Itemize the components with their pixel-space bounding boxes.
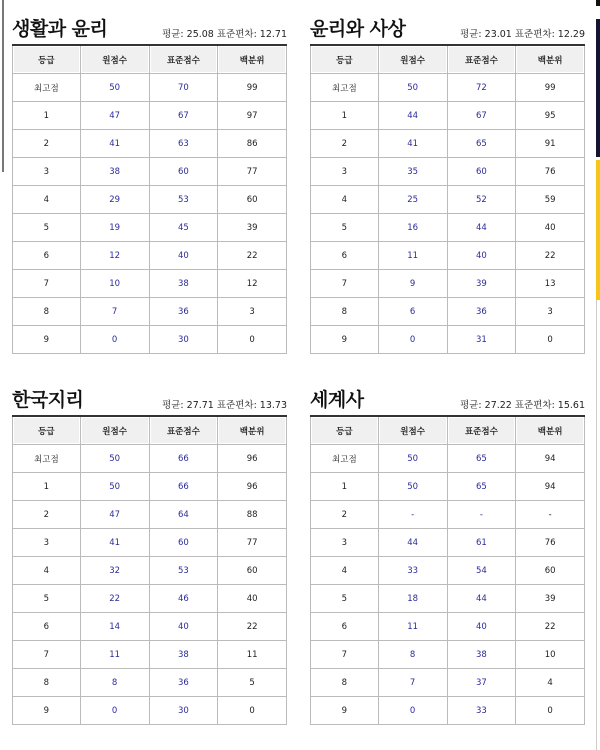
percentile-cell: 0 (218, 697, 287, 725)
raw-score-cell: 14 (81, 613, 150, 641)
table-row (310, 473, 585, 501)
column-header: 백분위 (516, 417, 585, 445)
table-row (12, 557, 287, 585)
percentile-cell: 11 (218, 641, 287, 669)
raw-score-cell: 50 (81, 473, 150, 501)
raw-score-cell: 41 (81, 529, 150, 557)
column-header: 등급 (12, 417, 81, 445)
table-row (310, 641, 585, 669)
raw-score-cell: 0 (81, 326, 150, 354)
grade-cell: 7 (310, 641, 379, 669)
standard-score-cell: 60 (150, 158, 219, 186)
subject-header (310, 383, 585, 415)
right-edge-accent-bar (596, 160, 600, 300)
grade-cell: 8 (12, 298, 81, 326)
grade-cell: 8 (310, 298, 379, 326)
table-row (310, 242, 585, 270)
table-row (310, 158, 585, 186)
subject-stats: 평균: 23.01 표준편차: 12.29 (460, 29, 585, 40)
grade-cell: 6 (12, 242, 81, 270)
table-row (12, 585, 287, 613)
percentile-cell: 22 (516, 242, 585, 270)
table-row (12, 186, 287, 214)
raw-score-cell: 7 (379, 669, 448, 697)
table-row (12, 102, 287, 130)
percentile-cell: 91 (516, 130, 585, 158)
percentile-cell: 76 (516, 158, 585, 186)
grade-cell: 4 (310, 186, 379, 214)
standard-score-cell: 44 (448, 214, 517, 242)
grade-cell: 최고점 (12, 445, 81, 473)
subject-header (12, 12, 287, 44)
column-header: 등급 (310, 46, 379, 74)
table-row (12, 130, 287, 158)
column-header: 원점수 (379, 417, 448, 445)
grade-cell: 1 (310, 473, 379, 501)
grade-cell: 4 (12, 186, 81, 214)
raw-score-cell: 44 (379, 529, 448, 557)
standard-score-cell: 64 (150, 501, 219, 529)
percentile-cell: 39 (516, 585, 585, 613)
column-header: 백분위 (218, 417, 287, 445)
raw-score-cell: 10 (81, 270, 150, 298)
percentile-cell: 40 (218, 585, 287, 613)
percentile-cell: 0 (516, 697, 585, 725)
grade-cell: 최고점 (310, 445, 379, 473)
table-row (310, 298, 585, 326)
right-edge-line (596, 300, 597, 750)
raw-score-cell: 19 (81, 214, 150, 242)
percentile-cell: 99 (516, 74, 585, 102)
standard-score-cell: 40 (448, 613, 517, 641)
table-row (310, 697, 585, 725)
grade-cell: 7 (12, 270, 81, 298)
grade-cell: 1 (310, 102, 379, 130)
table-row (12, 242, 287, 270)
raw-score-cell: 16 (379, 214, 448, 242)
table-row (12, 473, 287, 501)
percentile-cell: 77 (218, 529, 287, 557)
percentile-cell: 0 (218, 326, 287, 354)
standard-score-cell: 65 (448, 473, 517, 501)
subject-panel (310, 12, 585, 354)
table-row (310, 501, 585, 529)
table-row (12, 529, 287, 557)
table-row (12, 669, 287, 697)
grade-cell: 4 (12, 557, 81, 585)
percentile-cell: - (516, 501, 585, 529)
table-row (12, 613, 287, 641)
percentile-cell: 77 (218, 158, 287, 186)
standard-score-cell: 72 (448, 74, 517, 102)
percentile-cell: 96 (218, 473, 287, 501)
raw-score-cell: 50 (379, 445, 448, 473)
standard-score-cell: 37 (448, 669, 517, 697)
raw-score-cell: 35 (379, 158, 448, 186)
raw-score-cell: 33 (379, 557, 448, 585)
standard-score-cell: 67 (448, 102, 517, 130)
standard-score-cell: 67 (150, 102, 219, 130)
raw-score-cell: 41 (81, 130, 150, 158)
standard-score-cell: 44 (448, 585, 517, 613)
table-row (310, 74, 585, 102)
grade-table (310, 44, 585, 354)
subject-title: 한국지리 (12, 389, 84, 411)
grade-cell: 5 (310, 214, 379, 242)
percentile-cell: 5 (218, 669, 287, 697)
raw-score-cell: 12 (81, 242, 150, 270)
percentile-cell: 94 (516, 473, 585, 501)
grade-cell: 9 (310, 697, 379, 725)
standard-score-cell: 36 (150, 298, 219, 326)
subject-title: 생활과 윤리 (12, 18, 108, 40)
standard-score-cell: 31 (448, 326, 517, 354)
standard-score-cell: 46 (150, 585, 219, 613)
grade-cell: 6 (310, 613, 379, 641)
raw-score-cell: 41 (379, 130, 448, 158)
column-header: 백분위 (516, 46, 585, 74)
percentile-cell: 60 (516, 557, 585, 585)
grade-table (12, 44, 287, 354)
percentile-cell: 4 (516, 669, 585, 697)
standard-score-cell: 40 (150, 242, 219, 270)
raw-score-cell: 8 (81, 669, 150, 697)
table-row (12, 214, 287, 242)
standard-score-cell: 30 (150, 326, 219, 354)
raw-score-cell: 8 (379, 641, 448, 669)
table-row (310, 214, 585, 242)
grade-cell: 3 (310, 158, 379, 186)
standard-score-cell: 53 (150, 557, 219, 585)
table-row (310, 585, 585, 613)
column-header: 원점수 (81, 46, 150, 74)
grade-cell: 2 (310, 130, 379, 158)
grade-cell: 1 (12, 102, 81, 130)
percentile-cell: 22 (218, 613, 287, 641)
percentile-cell: 3 (516, 298, 585, 326)
percentile-cell: 95 (516, 102, 585, 130)
standard-score-cell: 38 (448, 641, 517, 669)
standard-score-cell: - (448, 501, 517, 529)
percentile-cell: 86 (218, 130, 287, 158)
table-row (12, 445, 287, 473)
subject-panel (12, 12, 287, 354)
percentile-cell: 13 (516, 270, 585, 298)
grade-cell: 3 (12, 529, 81, 557)
table-row (12, 641, 287, 669)
standard-score-cell: 61 (448, 529, 517, 557)
grade-cell: 9 (12, 697, 81, 725)
column-header: 표준점수 (448, 46, 517, 74)
grade-cell: 8 (12, 669, 81, 697)
table-row (12, 697, 287, 725)
table-header-row (310, 417, 585, 445)
percentile-cell: 40 (516, 214, 585, 242)
grade-cell: 2 (12, 501, 81, 529)
table-row (12, 270, 287, 298)
table-row (310, 326, 585, 354)
raw-score-cell: 47 (81, 501, 150, 529)
grade-cell: 5 (310, 585, 379, 613)
standard-score-cell: 70 (150, 74, 219, 102)
percentile-cell: 99 (218, 74, 287, 102)
table-header-row (12, 46, 287, 74)
percentile-cell: 39 (218, 214, 287, 242)
raw-score-cell: 9 (379, 270, 448, 298)
standard-score-cell: 66 (150, 473, 219, 501)
grade-cell: 5 (12, 214, 81, 242)
grade-cell: 4 (310, 557, 379, 585)
percentile-cell: 94 (516, 445, 585, 473)
table-row (310, 186, 585, 214)
column-header: 원점수 (379, 46, 448, 74)
raw-score-cell: 38 (81, 158, 150, 186)
percentile-cell: 97 (218, 102, 287, 130)
percentile-cell: 12 (218, 270, 287, 298)
grade-cell: 8 (310, 669, 379, 697)
standard-score-cell: 66 (150, 445, 219, 473)
table-row (12, 158, 287, 186)
raw-score-cell: 50 (379, 74, 448, 102)
raw-score-cell: 29 (81, 186, 150, 214)
column-header: 백분위 (218, 46, 287, 74)
subject-stats: 평균: 27.71 표준편차: 13.73 (162, 400, 287, 411)
subject-stats: 평균: 25.08 표준편차: 12.71 (162, 29, 287, 40)
standard-score-cell: 54 (448, 557, 517, 585)
table-row (310, 445, 585, 473)
table-row (310, 669, 585, 697)
raw-score-cell: 44 (379, 102, 448, 130)
percentile-cell: 76 (516, 529, 585, 557)
standard-score-cell: 36 (448, 298, 517, 326)
standard-score-cell: 33 (448, 697, 517, 725)
standard-score-cell: 60 (150, 529, 219, 557)
standard-score-cell: 53 (150, 186, 219, 214)
grade-cell: 9 (310, 326, 379, 354)
raw-score-cell: 50 (81, 445, 150, 473)
column-header: 원점수 (81, 417, 150, 445)
raw-score-cell: 0 (379, 326, 448, 354)
subject-title: 세계사 (310, 389, 364, 411)
table-row (310, 102, 585, 130)
grade-cell: 9 (12, 326, 81, 354)
standard-score-cell: 65 (448, 445, 517, 473)
column-header: 표준점수 (150, 46, 219, 74)
raw-score-cell: 11 (379, 613, 448, 641)
table-header-row (12, 417, 287, 445)
raw-score-cell: 25 (379, 186, 448, 214)
grade-cell: 2 (310, 501, 379, 529)
percentile-cell: 10 (516, 641, 585, 669)
raw-score-cell: 0 (379, 697, 448, 725)
column-header: 표준점수 (448, 417, 517, 445)
percentile-cell: 60 (218, 186, 287, 214)
standard-score-cell: 38 (150, 270, 219, 298)
subject-title: 윤리와 사상 (310, 18, 406, 40)
standard-score-cell: 52 (448, 186, 517, 214)
standard-score-cell: 60 (448, 158, 517, 186)
right-edge-bar (596, 19, 600, 157)
grade-cell: 5 (12, 585, 81, 613)
column-header: 등급 (310, 417, 379, 445)
raw-score-cell: 11 (81, 641, 150, 669)
standard-score-cell: 40 (448, 242, 517, 270)
grade-cell: 2 (12, 130, 81, 158)
grade-cell: 3 (12, 158, 81, 186)
table-row (12, 74, 287, 102)
column-header: 등급 (12, 46, 81, 74)
table-row (310, 613, 585, 641)
percentile-cell: 88 (218, 501, 287, 529)
raw-score-cell: 47 (81, 102, 150, 130)
table-row (310, 557, 585, 585)
table-row (310, 529, 585, 557)
percentile-cell: 59 (516, 186, 585, 214)
raw-score-cell: 11 (379, 242, 448, 270)
table-row (12, 501, 287, 529)
grade-cell: 7 (310, 270, 379, 298)
raw-score-cell: 18 (379, 585, 448, 613)
subject-panel (310, 383, 585, 725)
table-row (310, 130, 585, 158)
column-header: 표준점수 (150, 417, 219, 445)
grade-table (310, 415, 585, 725)
raw-score-cell: 22 (81, 585, 150, 613)
standard-score-cell: 30 (150, 697, 219, 725)
raw-score-cell: 50 (81, 74, 150, 102)
grade-cell: 최고점 (310, 74, 379, 102)
grade-cell: 6 (310, 242, 379, 270)
raw-score-cell: - (379, 501, 448, 529)
percentile-cell: 0 (516, 326, 585, 354)
standard-score-cell: 36 (150, 669, 219, 697)
table-header-row (310, 46, 585, 74)
subject-panel (12, 383, 287, 725)
right-edge-bar (596, 0, 600, 6)
percentile-cell: 60 (218, 557, 287, 585)
subject-header (310, 12, 585, 44)
grade-cell: 7 (12, 641, 81, 669)
left-edge-line (2, 0, 4, 172)
standard-score-cell: 65 (448, 130, 517, 158)
table-row (12, 326, 287, 354)
subject-header (12, 383, 287, 415)
raw-score-cell: 32 (81, 557, 150, 585)
grade-table (12, 415, 287, 725)
raw-score-cell: 50 (379, 473, 448, 501)
grade-cell: 최고점 (12, 74, 81, 102)
table-row (310, 270, 585, 298)
subject-stats: 평균: 27.22 표준편차: 15.61 (460, 400, 585, 411)
standard-score-cell: 38 (150, 641, 219, 669)
percentile-cell: 22 (218, 242, 287, 270)
grade-cell: 1 (12, 473, 81, 501)
standard-score-cell: 39 (448, 270, 517, 298)
percentile-cell: 96 (218, 445, 287, 473)
raw-score-cell: 6 (379, 298, 448, 326)
table-row (12, 298, 287, 326)
raw-score-cell: 0 (81, 697, 150, 725)
standard-score-cell: 63 (150, 130, 219, 158)
percentile-cell: 22 (516, 613, 585, 641)
grade-cell: 3 (310, 529, 379, 557)
standard-score-cell: 45 (150, 214, 219, 242)
percentile-cell: 3 (218, 298, 287, 326)
standard-score-cell: 40 (150, 613, 219, 641)
grade-cell: 6 (12, 613, 81, 641)
raw-score-cell: 7 (81, 298, 150, 326)
